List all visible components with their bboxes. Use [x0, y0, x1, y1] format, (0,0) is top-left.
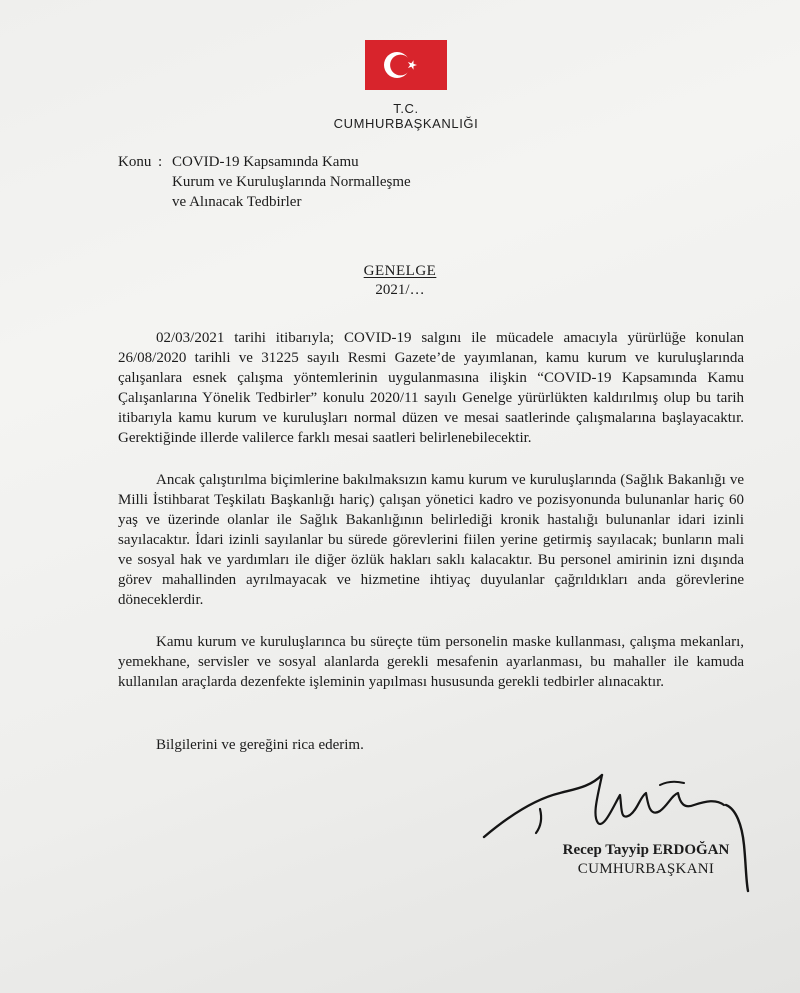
- subject-text: [172, 152, 692, 212]
- turkish-flag-icon: [365, 40, 447, 90]
- body-paragraph: Kamu kurum ve kuruluşlarınca bu süreçte tüm personelin maske kullanması, çalışma mekanları, yemekhane, servisler ve sosyal alanlarda gerekli mesafenin ayarlanması, bu mahaller ile kamuda kullanılan araçlarda dezenfekte işleminin yapılması hususunda gerekli tedbirler alınacaktır.: [118, 634, 744, 690]
- subject-label: Konu: [118, 154, 152, 170]
- flag-crescent-inner: [390, 55, 411, 76]
- signatory-title: CUMHURBAŞKANI: [577, 861, 715, 877]
- subject-line: ve Alınacak Tedbirler: [172, 194, 302, 210]
- body-paragraph: Ancak çalıştırılma biçimlerine bakılmaksızın kamu kurum ve kuruluşlarında (Sağlık Bakanlığı ve Milli İstihbarat Teşkilatı Başkanlığı hariç) çalışan yönetici kadro ve pozisyonunda bulunanlar hariç 60 yaş ve üzerinde olanlar ile Sağlık Bakanlığının belirlediği kronik hastalığı bulunanlar idari izinli sayılacaktır. İdari izinli sayılanlar bu sürede görevlerini fiilen yerine getirmiş sayılacak; bunların mali ve sosyal hak ve yardımları ile diğer özlük hakları saklı kalacaktır. Bu personel amirinin izni dışında görev mahallinden ayrılmayacak ve hizmetine ihtiyaç duyulanlar çağrıldıkları anda görevlerine döneceklerdir.: [118, 472, 744, 608]
- subject-colon: :: [158, 154, 163, 170]
- body-paragraph: 02/03/2021 tarihi itibarıyla; COVID-19 salgını ile mücadele amacıyla yürürlüğe konulan 26/08/2020 tarihli ve 31225 sayılı Resmi Gazete’de yayımlanan, kamu kurum ve kuruluşlarında çalışanlara esnek çalışma yöntemlerinin uygulanmasına ilişkin “COVID-19 Kapsamında Kamu Çalışanlarına Yönelik Tedbirler” konulu 2020/11 sayılı Genelge yürürlükten kaldırılmış olup bu tarih itibarıyla kamu kurum ve kuruluşları normal düzen ve mesai saatlerinde çalışmalarına başlayacaktır. Gerektiğinde illerde valilerce farklı mesai saatleri belirlenebilecektir.: [118, 330, 744, 446]
- document-title: GENELGE: [363, 263, 437, 279]
- subject-line: COVID-19 Kapsamında Kamu: [172, 154, 359, 170]
- document-number: 2021/…: [375, 282, 425, 298]
- document-title-block: [330, 262, 470, 300]
- closing-line: Bilgilerini ve gereğini rica ederim.: [156, 737, 364, 753]
- subject-line: Kurum ve Kuruluşlarında Normalleşme: [172, 174, 411, 190]
- presidency-heading: T.C. CUMHURBAŞKANLIĞI: [333, 101, 479, 131]
- signatory-name: Recep Tayyip ERDOĞAN: [562, 842, 730, 858]
- document-body: [118, 328, 744, 714]
